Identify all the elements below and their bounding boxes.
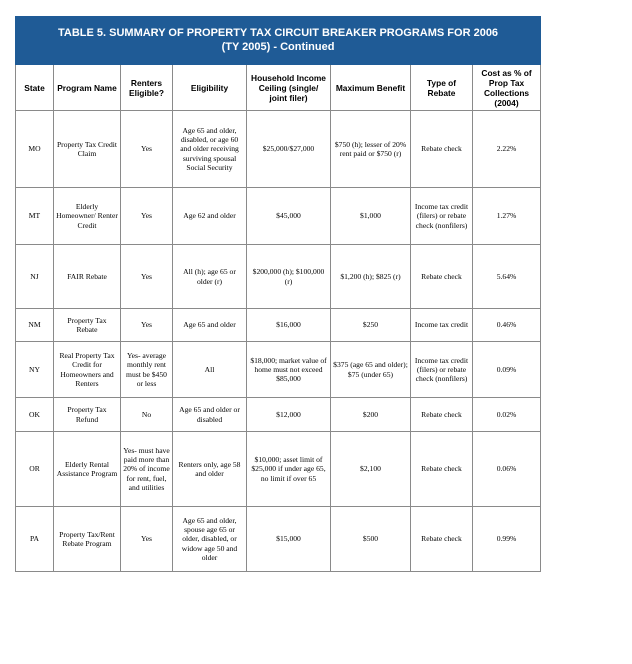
table-title-line2: (TY 2005) - Continued — [221, 40, 335, 53]
cell-renters-eligible: No — [121, 398, 173, 432]
cell-eligibility: Age 62 and older — [173, 188, 247, 245]
cell-state: OK — [16, 398, 54, 432]
cell-renters-eligible: Yes — [121, 188, 173, 245]
cell-maximum-benefit: $500 — [331, 507, 411, 572]
cell-state: PA — [16, 507, 54, 572]
table-row — [16, 342, 541, 398]
cell-income-ceiling: $200,000 (h); $100,000 (r) — [247, 245, 331, 309]
cell-type-of-rebate: Rebate check — [411, 507, 473, 572]
cell-maximum-benefit: $200 — [331, 398, 411, 432]
cell-program-name: Elderly Homeowner/ Renter Credit — [54, 188, 121, 245]
cell-income-ceiling: $10,000; asset limit of $25,000 if under age 65, no limit if over 65 — [247, 432, 331, 507]
cell-program-name: Elderly Rental Assistance Program — [54, 432, 121, 507]
cell-maximum-benefit: $1,200 (h); $825 (r) — [331, 245, 411, 309]
cell-cost-percent: 0.99% — [473, 507, 541, 572]
table-row — [16, 245, 541, 309]
cell-program-name: Property Tax/Rent Rebate Program — [54, 507, 121, 572]
cell-maximum-benefit: $750 (h); lesser of 20% rent paid or $750 (r) — [331, 111, 411, 188]
cell-income-ceiling: $25,000/$27,000 — [247, 111, 331, 188]
cell-type-of-rebate: Rebate check — [411, 111, 473, 188]
cell-income-ceiling: $45,000 — [247, 188, 331, 245]
cell-maximum-benefit: $375 (age 65 and older); $75 (under 65) — [331, 342, 411, 398]
cell-cost-percent: 1.27% — [473, 188, 541, 245]
cell-program-name: Property Tax Refund — [54, 398, 121, 432]
cell-cost-percent: 0.06% — [473, 432, 541, 507]
cell-cost-percent: 5.64% — [473, 245, 541, 309]
cell-type-of-rebate: Rebate check — [411, 398, 473, 432]
circuit-breaker-table — [15, 16, 541, 572]
table-row — [16, 432, 541, 507]
cell-program-name: Real Property Tax Credit for Homeowners and Renters — [54, 342, 121, 398]
cell-maximum-benefit: $1,000 — [331, 188, 411, 245]
cell-income-ceiling: $15,000 — [247, 507, 331, 572]
header-type-of-rebate: Type of Rebate — [411, 65, 473, 111]
cell-cost-percent: 0.46% — [473, 309, 541, 342]
table-title — [16, 17, 541, 65]
header-renters-eligible: Renters Eligible? — [121, 65, 173, 111]
cell-eligibility: All — [173, 342, 247, 398]
cell-program-name: FAIR Rebate — [54, 245, 121, 309]
cell-type-of-rebate: Income tax credit — [411, 309, 473, 342]
table-title-row — [16, 17, 541, 65]
document-page — [15, 16, 540, 572]
cell-renters-eligible: Yes- must have paid more than 20% of income for rent, fuel, and utilities — [121, 432, 173, 507]
cell-state: MT — [16, 188, 54, 245]
header-income-ceiling: Household Income Ceiling (single/ joint filer) — [247, 65, 331, 111]
cell-income-ceiling: $16,000 — [247, 309, 331, 342]
cell-state: MO — [16, 111, 54, 188]
cell-renters-eligible: Yes — [121, 111, 173, 188]
header-maximum-benefit: Maximum Benefit — [331, 65, 411, 111]
header-state: State — [16, 65, 54, 111]
cell-cost-percent: 2.22% — [473, 111, 541, 188]
cell-income-ceiling: $12,000 — [247, 398, 331, 432]
cell-state: OR — [16, 432, 54, 507]
cell-state: NY — [16, 342, 54, 398]
cell-eligibility: Age 65 and older — [173, 309, 247, 342]
cell-eligibility: All (h); age 65 or older (r) — [173, 245, 247, 309]
table-header-row — [16, 65, 541, 111]
cell-eligibility: Age 65 and older, disabled, or age 60 and older receiving surviving spousal Social Security — [173, 111, 247, 188]
cell-eligibility: Age 65 and older or disabled — [173, 398, 247, 432]
cell-renters-eligible: Yes — [121, 245, 173, 309]
table-title-line1: TABLE 5. SUMMARY OF PROPERTY TAX CIRCUIT BREAKER PROGRAMS FOR 2006 — [58, 26, 499, 39]
cell-maximum-benefit: $2,100 — [331, 432, 411, 507]
table-row — [16, 507, 541, 572]
cell-renters-eligible: Yes- average monthly rent must be $450 or less — [121, 342, 173, 398]
table-row — [16, 309, 541, 342]
cell-income-ceiling: $18,000; market value of home must not exceed $85,000 — [247, 342, 331, 398]
cell-type-of-rebate: Income tax credit (filers) or rebate check (nonfilers) — [411, 188, 473, 245]
cell-eligibility: Renters only, age 58 and older — [173, 432, 247, 507]
cell-type-of-rebate: Income tax credit (filers) or rebate check (nonfilers) — [411, 342, 473, 398]
cell-renters-eligible: Yes — [121, 309, 173, 342]
header-program-name: Program Name — [54, 65, 121, 111]
cell-cost-percent: 0.09% — [473, 342, 541, 398]
table-row — [16, 188, 541, 245]
cell-state: NM — [16, 309, 54, 342]
header-cost-percent: Cost as % of Prop Tax Collections (2004) — [473, 65, 541, 111]
header-eligibility: Eligibility — [173, 65, 247, 111]
cell-eligibility: Age 65 and older, spouse age 65 or older, disabled, or widow age 50 and older — [173, 507, 247, 572]
cell-program-name: Property Tax Credit Claim — [54, 111, 121, 188]
cell-program-name: Property Tax Rebate — [54, 309, 121, 342]
cell-state: NJ — [16, 245, 54, 309]
cell-cost-percent: 0.02% — [473, 398, 541, 432]
table-row — [16, 398, 541, 432]
cell-type-of-rebate: Rebate check — [411, 432, 473, 507]
table-row — [16, 111, 541, 188]
cell-maximum-benefit: $250 — [331, 309, 411, 342]
cell-type-of-rebate: Rebate check — [411, 245, 473, 309]
cell-renters-eligible: Yes — [121, 507, 173, 572]
